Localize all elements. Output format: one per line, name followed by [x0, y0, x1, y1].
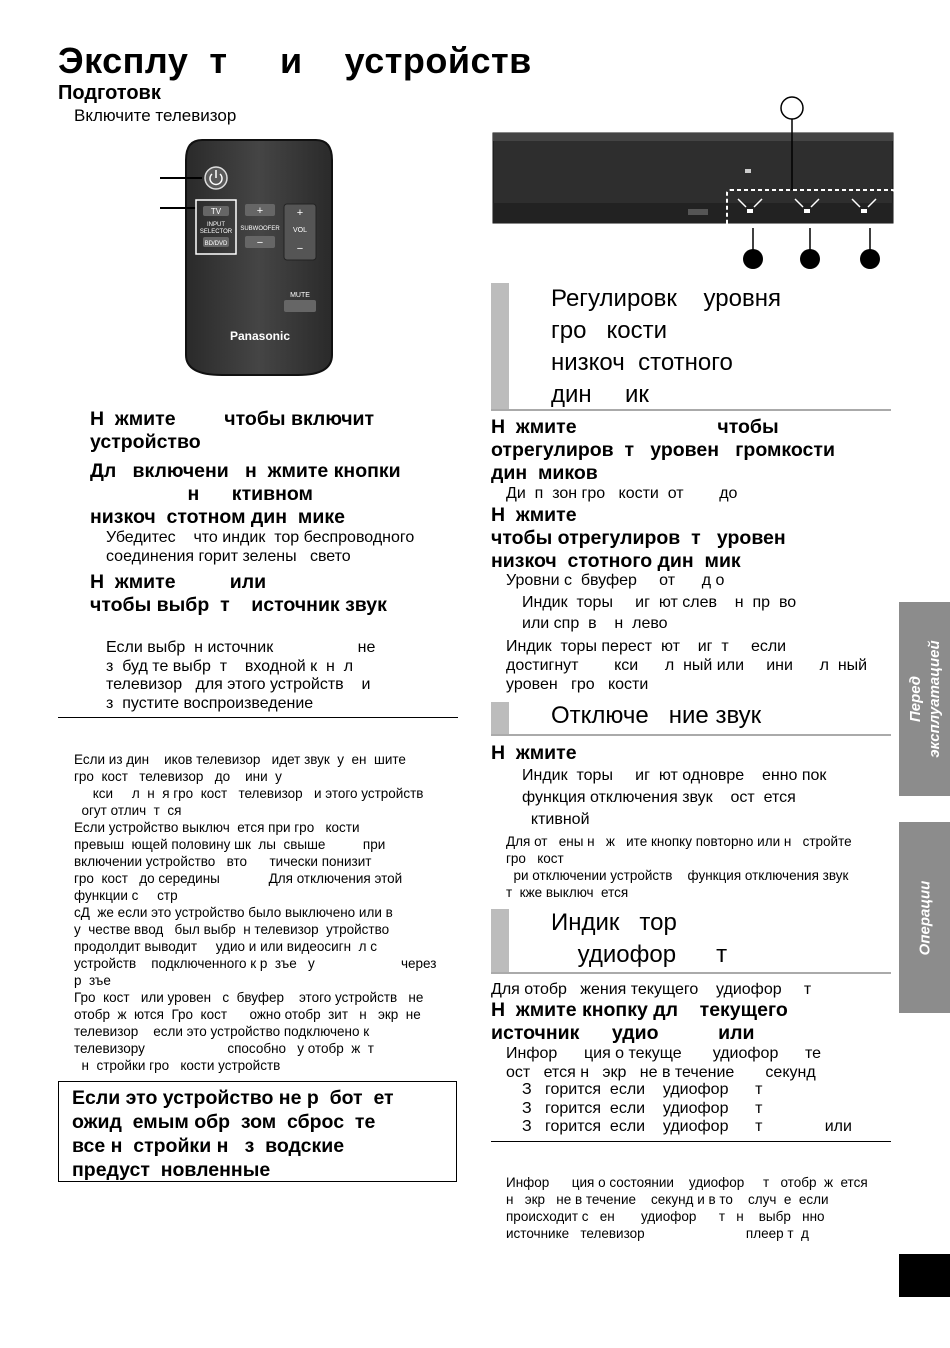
audio-format-footnote: Инфор ция о состоянии удиофор т отобр ж ется н экр не в течение секунд и в то случ е если происходит с ен удиофор т н выбр нно источнике телевизор плеер т д — [506, 1175, 868, 1241]
page-number-block — [899, 1254, 950, 1297]
svg-text:INPUT: INPUT — [207, 222, 225, 228]
volume-step: Н жмите чтобы отрегулиров т уровен громкости дин миков — [491, 416, 835, 484]
audio-format-step: Н жмите кнопку дл текущего источник удио или — [491, 999, 788, 1044]
step-3-note: Если выбр н источник не з буд те выбр т входной к н л телевизор для этого устройств и з пустите воспроизведение — [106, 639, 376, 712]
page-title: Эксплу т и устройств — [58, 40, 532, 81]
svg-text:−: − — [256, 237, 264, 249]
volume-range-note: Ди п зон гро кости от до — [506, 485, 738, 502]
section-mute-title: Отключе ние звук — [551, 702, 762, 729]
remote-subwoofer-label: SUBWOOFER — [240, 226, 280, 232]
reset-warning-text: Если это устройство не р бот ет ожид емым обр зом сброс те все н стройки н з водские предуст новленные — [72, 1087, 394, 1181]
indicator-direction-note: Индик торы иг ют слев н пр во или спр в н лево — [522, 594, 797, 632]
step-1: Н жмите чтобы включит устройство — [90, 408, 375, 453]
step-2: Дл включени н жмите кнопки н ктивном низкоч стотном дин мике — [90, 460, 401, 528]
remote-tv-label: TV — [210, 207, 222, 216]
svg-text:−: − — [296, 243, 304, 255]
subwoofer-step: Н жмите чтобы отрегулиров т уровен низкоч стотного дин мик — [491, 504, 786, 572]
prep-heading: Подготовк — [58, 82, 161, 104]
side-tab-operations-label: Операции — [916, 880, 933, 955]
section-audio-format-title: Индик тор удиофор т — [551, 909, 728, 968]
soundbar-illustration — [490, 95, 900, 275]
reset-warning-box — [58, 1081, 457, 1182]
remote-bd-label: BD/DVD — [204, 241, 228, 247]
mute-small-note: Для от ены н ж ите кнопку повторно или н стройте гро кост ри отключении устройств функция отключения звук т кже выключ ется — [506, 834, 852, 900]
divider — [491, 1141, 891, 1142]
section-audio-format — [491, 909, 891, 974]
remote-illustration — [150, 130, 350, 380]
audio-format-note: Инфор ция о текуще удиофор те ост ется н экр не в течение секунд — [506, 1045, 822, 1081]
remote-vol-label: VOL — [292, 227, 308, 234]
section-mute — [491, 702, 891, 736]
step-2-note: Убедитес что индик тор беспроводного соединения горит зелены свето — [106, 529, 415, 565]
prep-text: Включите телевизор — [74, 106, 237, 125]
audio-format-intro: Для отобр жения текущего удиофор т — [491, 981, 812, 998]
divider — [58, 717, 458, 718]
remote-mute-label: MUTE — [290, 292, 310, 299]
indicator-stop-note: Индик торы перест ют иг т если достигнут кси л ный или ини л ный уровен гро кости — [506, 638, 868, 693]
svg-text:+: + — [256, 205, 264, 217]
svg-text:SELECTOR: SELECTOR — [199, 229, 233, 235]
mute-step: Н жмите — [491, 742, 577, 764]
audio-format-list: З горится если удиофор т З горится если удиофор т З горится если удиофор т или — [522, 1081, 852, 1135]
remote-brand-logo: Panasonic — [229, 329, 291, 343]
section-volume — [491, 283, 891, 411]
left-notes: Если из дин иков телевизор идет звук у ен шите гро кост телевизор до ини у кси л н я гро кост телевизор и этого устройств огут отлич т ся Если устройство выключ ется при гро кости превыш ющей половину шк лы свыше при включении устройство вто тически понизит гро кост до середины Для отключения этой функции с стр сД же если это устройство было выключено или в у честве ввод был выбр н телевизор утройство продолдит выводит удио и или видеосигн л с устройств подключенного к р зъе у через р зъе Гро кост или уровен с бвуфер этого устройств не отобр ж ются Гро кост ожно отобр зит н экр не телевизор если это устройство подключено к телевизору способно у отобр ж т н стройки гро кости устройств — [74, 752, 437, 1073]
mute-note: Индик торы иг ют одновре енно пок функция отключения звук ост ется ктивной — [522, 767, 827, 828]
step-3: Н жмите или чтобы выбр т источник звук — [90, 571, 387, 616]
section-volume-title: Регулировк уровня гро кости низкоч стотного дин ик — [551, 285, 781, 408]
side-tab-operations — [899, 822, 950, 1013]
svg-text:+: + — [296, 207, 304, 219]
side-tab-before-use-label: Перед эксплуатацией — [906, 640, 943, 758]
subwoofer-levels-note: Уровни с бвуфер от д о — [506, 572, 725, 589]
side-tab-before-use — [899, 602, 950, 796]
